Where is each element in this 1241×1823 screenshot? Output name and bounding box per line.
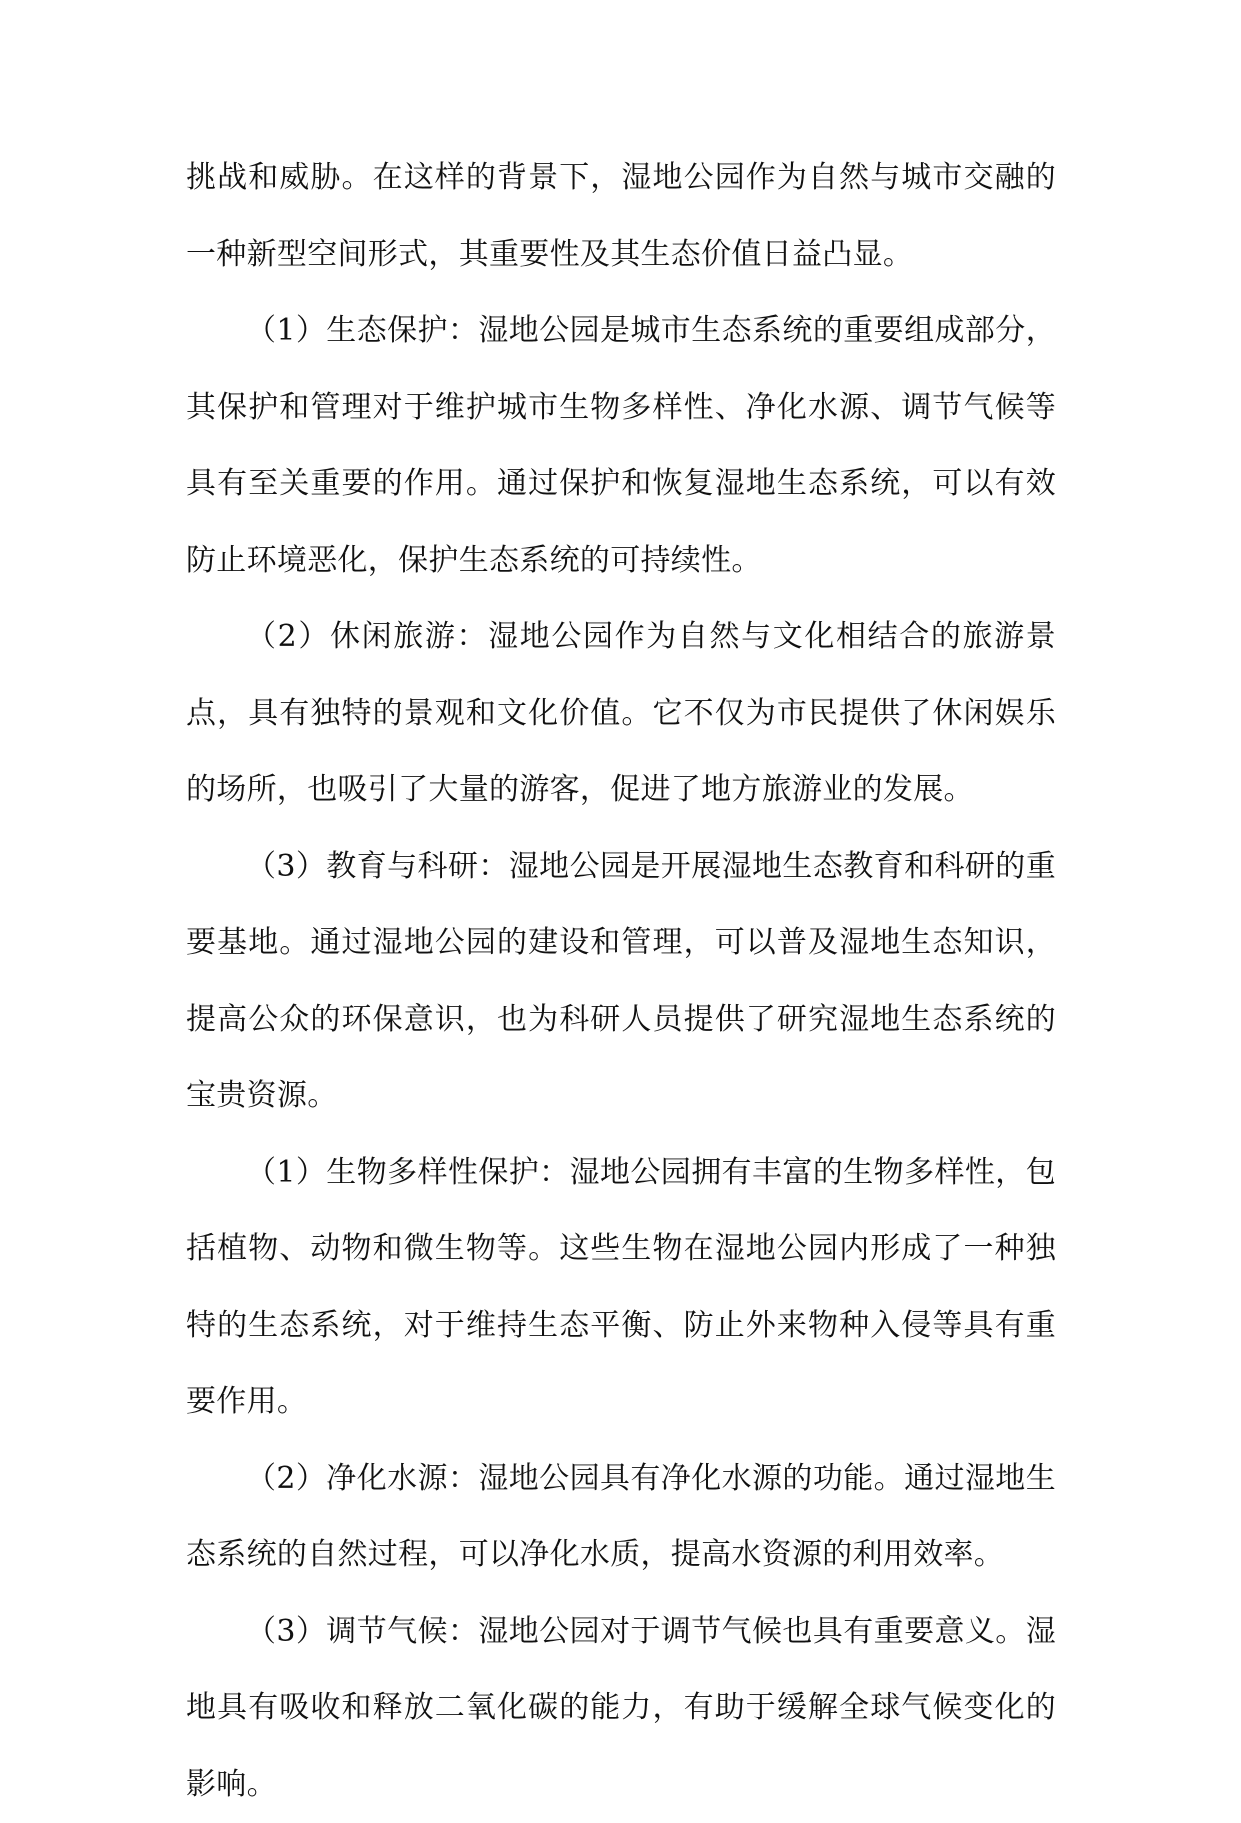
paragraph-climate-regulation: （3）调节气候：湿地公园对于调节气候也具有重要意义。湿地具有吸收和释放二氧化碳的能力，有助于缓解全球气候变化的影响。 xyxy=(186,1594,1056,1823)
paragraph-water-purification: （2）净化水源：湿地公园具有净化水源的功能。通过湿地生态系统的自然过程，可以净化水质，提高水资源的利用效率。 xyxy=(186,1441,1056,1594)
paragraph-education-research: （3）教育与科研：湿地公园是开展湿地生态教育和科研的重要基地。通过湿地公园的建设和管理，可以普及湿地生态知识，提高公众的环保意识，也为科研人员提供了研究湿地生态系统的宝贵资源。 xyxy=(186,829,1056,1135)
paragraph-biodiversity-protection: （1）生物多样性保护：湿地公园拥有丰富的生物多样性，包括植物、动物和微生物等。这些生物在湿地公园内形成了一种独特的生态系统，对于维持生态平衡、防止外来物种入侵等具有重要作用。 xyxy=(186,1135,1056,1441)
paragraph-leisure-tourism: （2）休闲旅游：湿地公园作为自然与文化相结合的旅游景点，具有独特的景观和文化价值。它不仅为市民提供了休闲娱乐的场所，也吸引了大量的游客，促进了地方旅游业的发展。 xyxy=(186,599,1056,829)
paragraph-intro-continuation: 挑战和威胁。在这样的背景下，湿地公园作为自然与城市交融的一种新型空间形式，其重要性及其生态价值日益凸显。 xyxy=(186,140,1056,293)
paragraph-ecological-protection: （1）生态保护：湿地公园是城市生态系统的重要组成部分，其保护和管理对于维护城市生物多样性、净化水源、调节气候等具有至关重要的作用。通过保护和恢复湿地生态系统，可以有效防止环境恶化，保护生态系统的可持续性。 xyxy=(186,293,1056,599)
document-body xyxy=(186,140,1056,1823)
